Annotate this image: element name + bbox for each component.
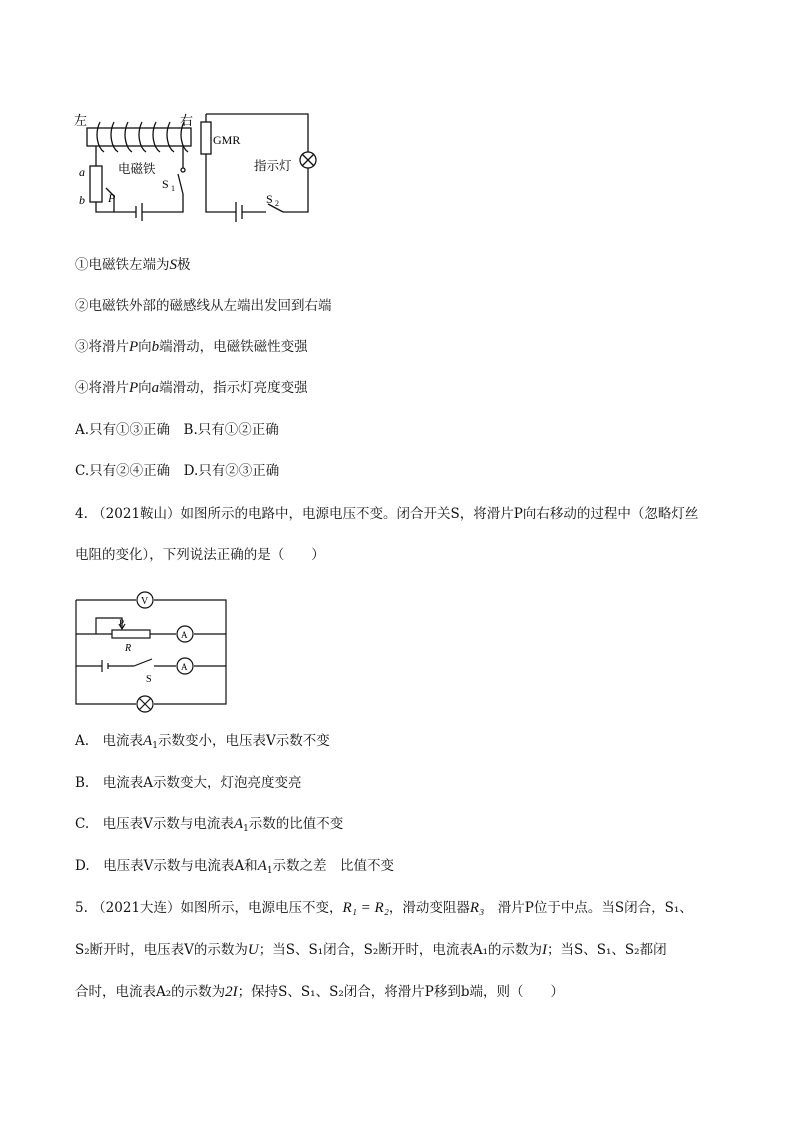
statement-4: ④将滑片P向a端滑动，指示灯亮度变强 <box>75 380 308 396</box>
svg-text:1: 1 <box>171 184 175 193</box>
svg-text:A: A <box>181 630 188 640</box>
svg-text:S: S <box>162 177 169 191</box>
statement-1: ①电磁铁左端为S极 <box>75 257 191 273</box>
q5-stem-line3: 合时，电流表A₂的示数为2I；保持S、S₁、S₂闭合，将滑片P移到b端，则（ ） <box>75 984 564 1000</box>
q4-option-a: A. 电流表$A_1$示数变小，电压表V示数不变 <box>75 733 330 751</box>
svg-text:b: b <box>79 193 85 207</box>
q4-circuit-figure <box>72 588 236 718</box>
electromagnet-coil <box>97 122 188 152</box>
svg-text:2: 2 <box>275 199 279 208</box>
q4-option-d: D. 电压表V示数与电流表A和$A_1$示数之差 比值不变 <box>75 858 395 876</box>
q5-stem-line2: S₂断开时，电压表V的示数为U；当S、S₁闭合，S₂断开时，电流表A₁的示数为I；当S、S₁、S₂都闭 <box>75 942 667 958</box>
svg-text:a: a <box>79 165 85 179</box>
svg-text:GMR: GMR <box>213 133 241 147</box>
q3-options-ab: A.只有①③正确 B.只有①②正确 <box>75 422 279 438</box>
statement-2: ②电磁铁外部的磁感线从左端出发回到右端 <box>75 298 332 314</box>
svg-text:指示灯: 指示灯 <box>254 159 292 173</box>
statement-3: ③将滑片P向b端滑动，电磁铁磁性变强 <box>75 339 308 355</box>
svg-text:S: S <box>266 192 273 206</box>
q4-option-c: C. 电压表V示数与电流表$A_1$示数的比值不变 <box>75 816 344 834</box>
rheostat-r <box>112 630 150 638</box>
svg-text:S: S <box>146 674 152 685</box>
svg-text:右: 右 <box>180 113 194 128</box>
q3-options-cd: C.只有②④正确 D.只有②③正确 <box>75 463 280 479</box>
svg-text:A: A <box>181 662 188 672</box>
svg-text:P: P <box>119 618 125 628</box>
q5-stem-line1: 5. （2021大连）如图所示，电源电压不变，R₁ = R₂，滑动变阻器R₃ 滑片P位于中点。当S闭合，S₁、 <box>75 900 693 916</box>
q4-stem-line2: 电阻的变化），下列说法正确的是（ ） <box>75 547 325 563</box>
electromagnet-gmr-circuit-figure <box>70 108 330 226</box>
svg-text:电磁铁: 电磁铁 <box>118 162 156 176</box>
rheostat-left <box>90 166 102 202</box>
svg-text:V: V <box>141 596 149 607</box>
svg-text:左: 左 <box>74 113 88 128</box>
q4-stem-line1: 4. （2021鞍山）如图所示的电路中，电源电压不变。闭合开关S，将滑片P向右移动的过程中（忽略灯丝 <box>75 506 699 522</box>
svg-text:R: R <box>125 643 132 654</box>
q4-option-b: B. 电流表A示数变大，灯泡亮度变亮 <box>75 775 302 791</box>
svg-text:P: P <box>108 191 116 205</box>
gmr-resistor <box>201 122 211 154</box>
